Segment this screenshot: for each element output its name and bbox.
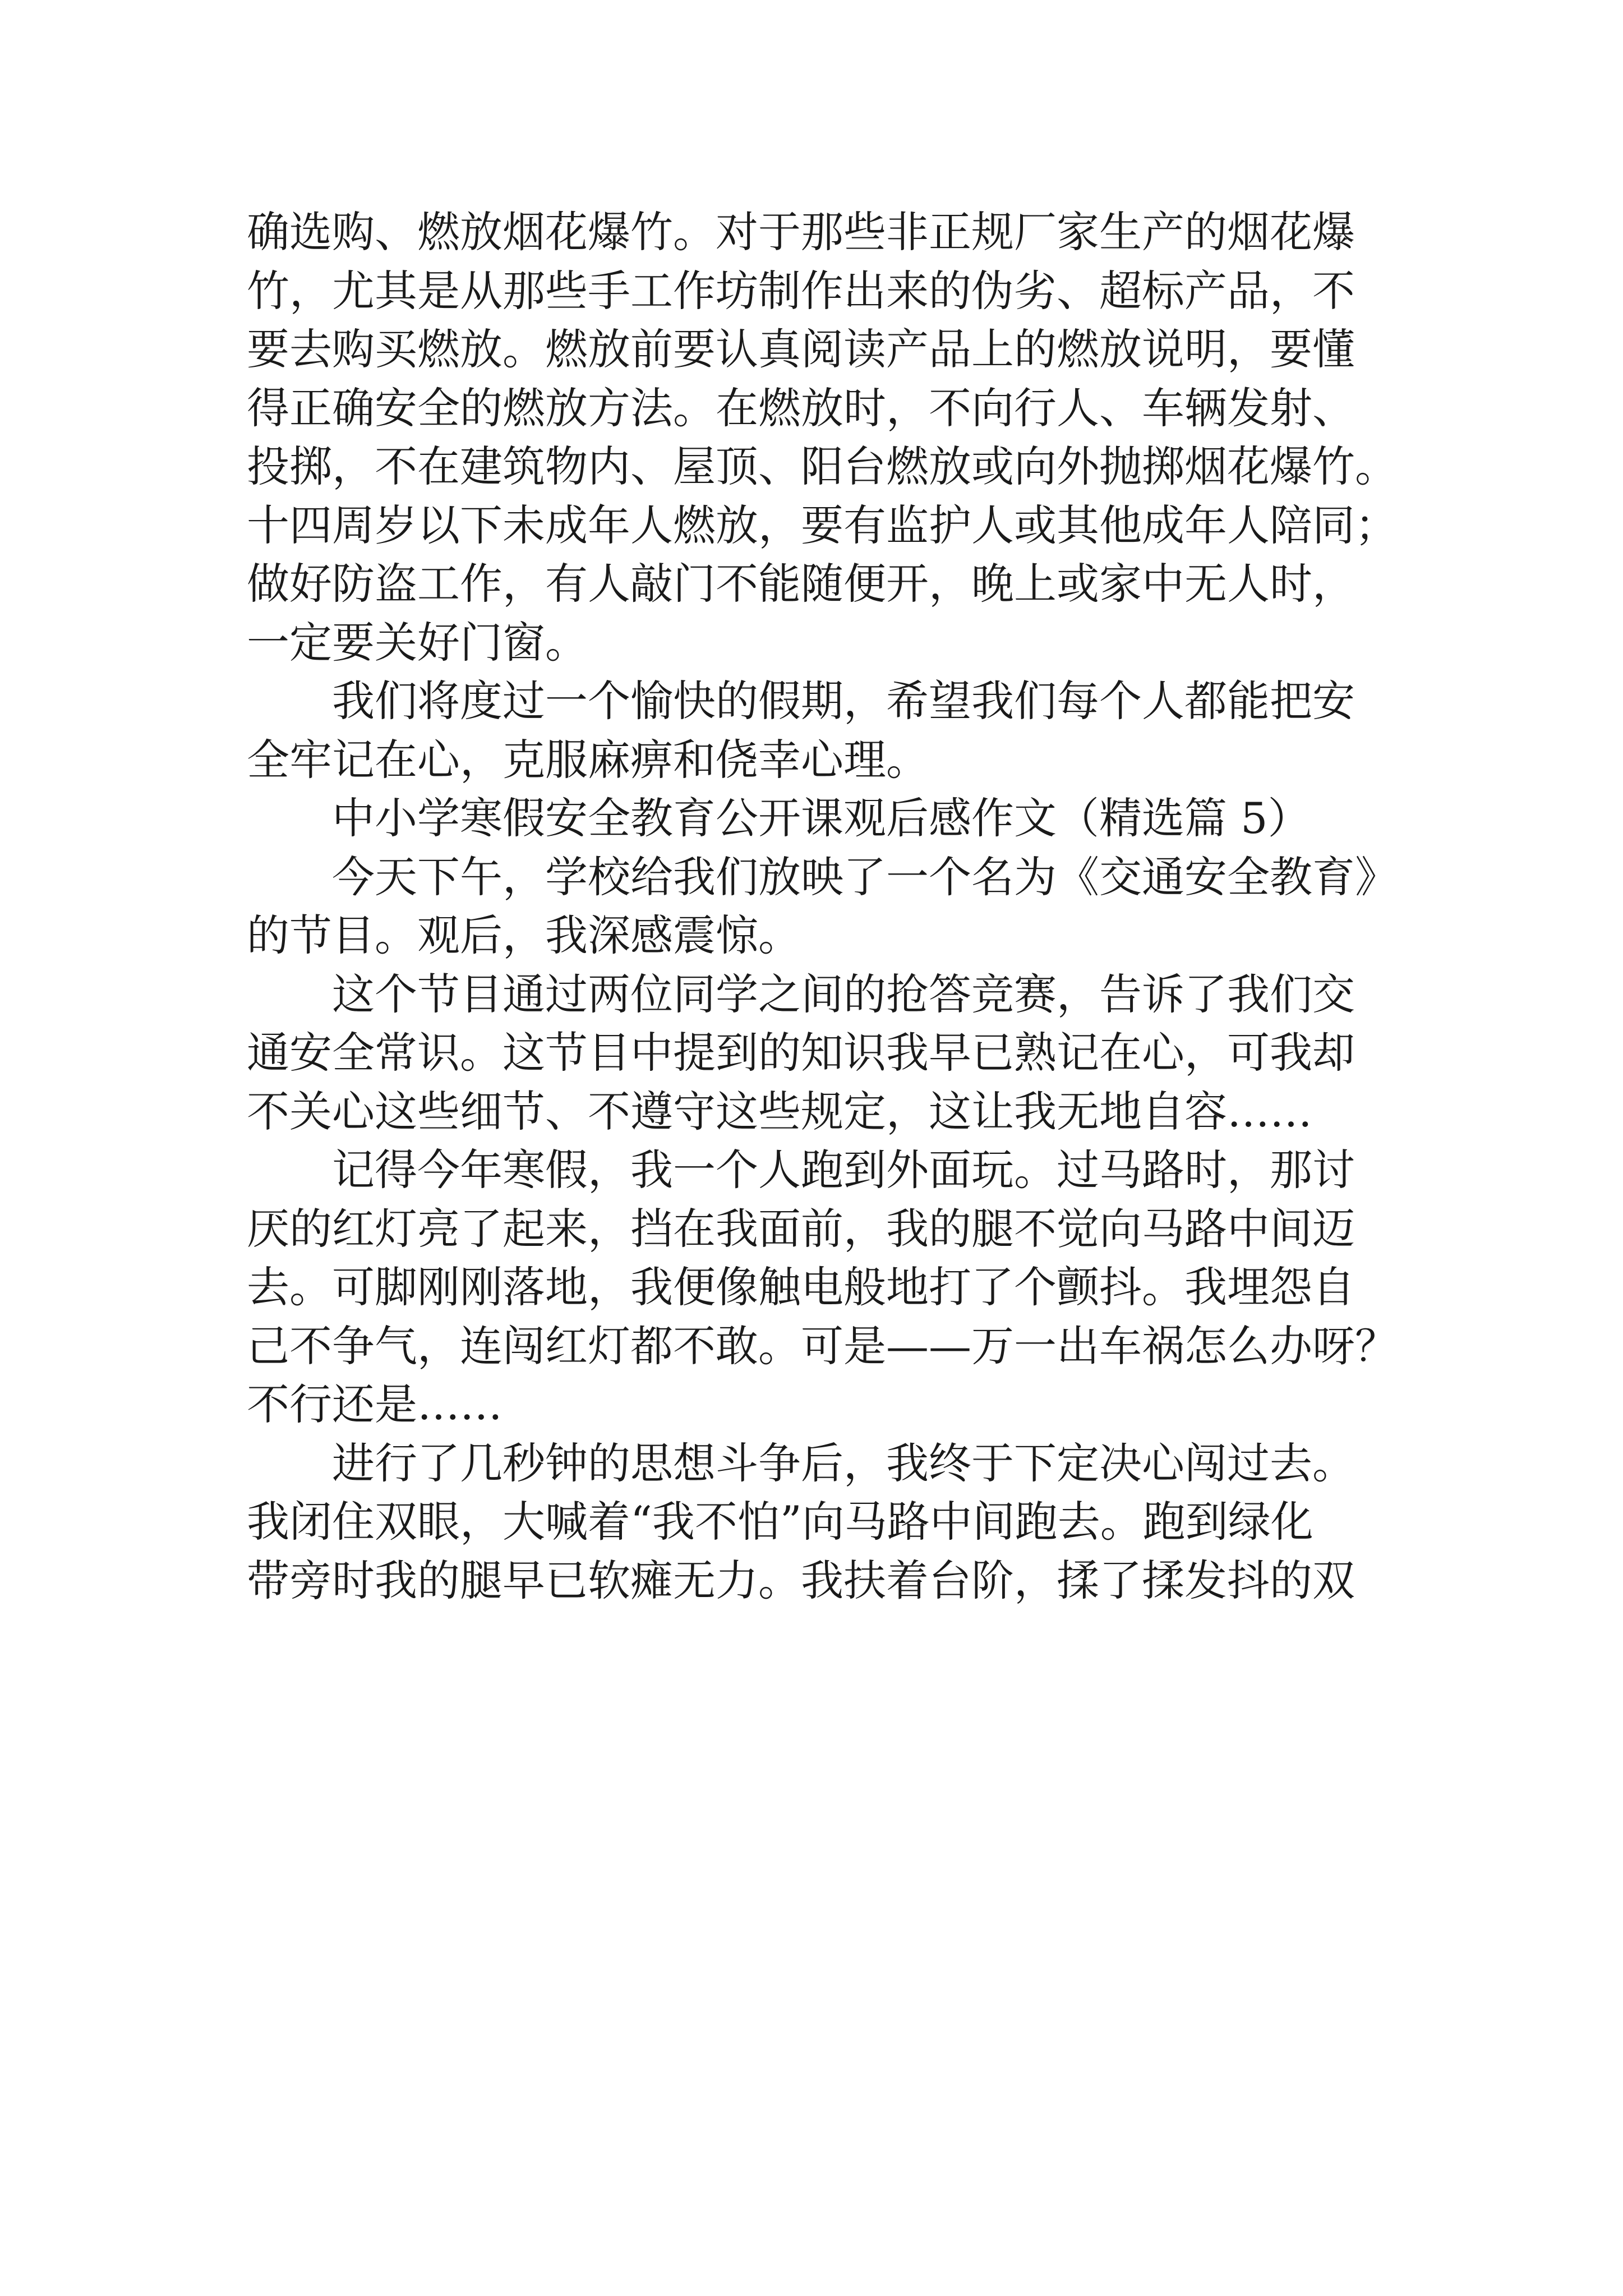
paragraph-start-line: 这个节目通过两位同学之间的抢答竞赛，告诉了我们交 (332, 969, 1355, 1019)
paragraph-start-line: 我们将度过一个愉快的假期，希望我们每个人都能把安 (332, 676, 1355, 726)
text-line: 竹，尤其是从那些手工作坊制作出来的伪劣、超标产品，不 (247, 265, 1355, 316)
text-line: 做好防盗工作，有人敲门不能随便开，晚上或家中无人时， (247, 559, 1355, 609)
text-line: 不关心这些细节、不遵守这些规定，这让我无地自容…… (247, 1086, 1312, 1137)
text-line: 己不争气，连闯红灯都不敢。可是——万一出车祸怎么办呀？ (247, 1320, 1398, 1371)
text-line: 去。可脚刚刚落地，我便像触电般地打了个颤抖。我埋怨自 (247, 1262, 1355, 1312)
text-line: 投掷，不在建筑物内、屋顶、阳台燃放或向外抛掷烟花爆竹。 (247, 441, 1398, 491)
body-text (247, 203, 1403, 1610)
text-line: 全牢记在心，克服麻痹和侥幸心理。 (247, 734, 929, 785)
text-line: 不行还是…… (247, 1379, 502, 1429)
text-line: 得正确安全的燃放方法。在燃放时，不向行人、车辆发射、 (247, 383, 1355, 433)
text-line: 带旁时我的腿早已软瘫无力。我扶着台阶，揉了揉发抖的双 (247, 1555, 1355, 1605)
section-heading: 中小学寒假安全教育公开课观后感作文（精选篇 5） (332, 793, 1311, 843)
paragraph-start-line: 记得今年寒假，我一个人跑到外面玩。过马路时，那讨 (332, 1145, 1355, 1195)
text-line: 要去购买燃放。燃放前要认真阅读产品上的燃放说明，要懂 (247, 324, 1355, 374)
text-line: 十四周岁以下未成年人燃放，要有监护人或其他成年人陪同； (247, 500, 1398, 550)
text-line: 我闭住双眼，大喊着“我不怕”向马路中间跑去。跑到绿化 (247, 1497, 1313, 1547)
text-line: 确选购、燃放烟花爆竹。对于那些非正规厂家生产的烟花爆 (247, 207, 1355, 257)
text-line: 一定要关好门窗。 (247, 617, 588, 668)
paragraph-start-line: 今天下午，学校给我们放映了一个名为《交通安全教育》 (332, 852, 1398, 902)
text-line: 厌的红灯亮了起来，挡在我面前，我的腿不觉向马路中间迈 (247, 1203, 1355, 1254)
text-line: 的节目。观后，我深感震惊。 (247, 910, 801, 960)
paragraph-start-line: 进行了几秒钟的思想斗争后，我终于下定决心闯过去。 (332, 1438, 1355, 1488)
text-line: 通安全常识。这节目中提到的知识我早已熟记在心，可我却 (247, 1028, 1355, 1078)
